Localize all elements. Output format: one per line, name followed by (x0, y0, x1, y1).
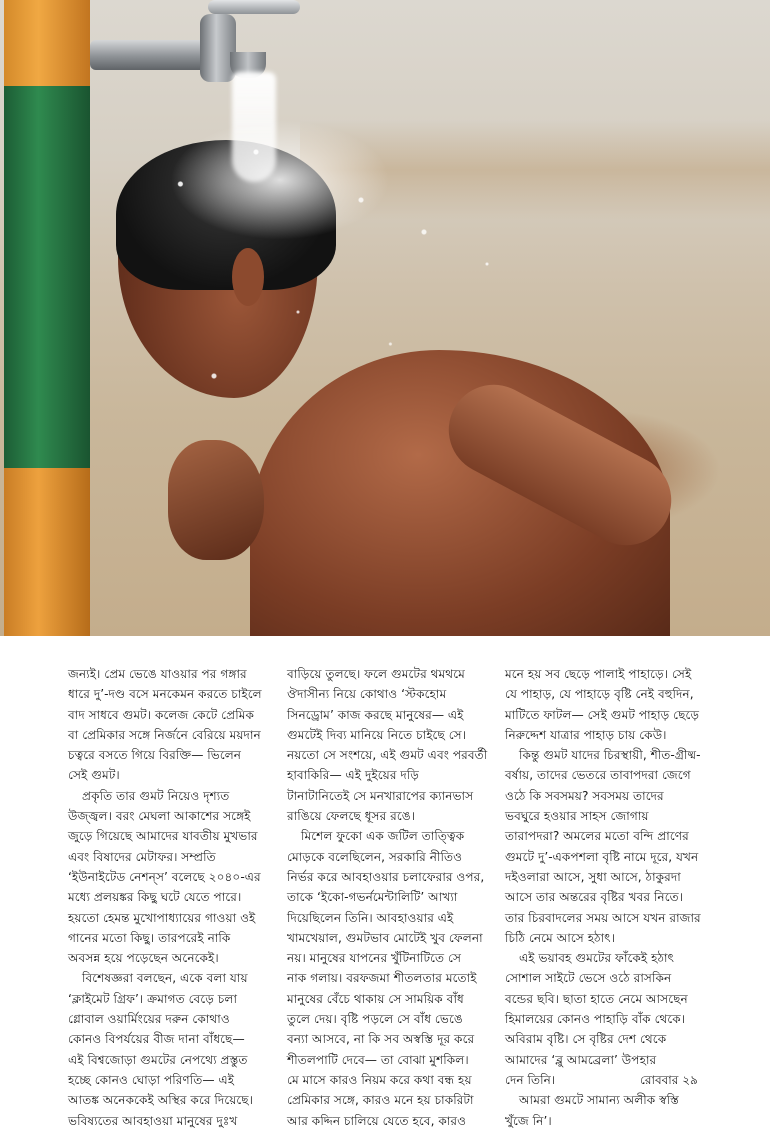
text-column-2 (287, 664, 487, 1131)
page-number-label: রোববার ২৯ (640, 1073, 698, 1087)
text-line: দইওলারা আসে, সুধা আসে, ঠাকুরদা (505, 869, 681, 884)
text-line: মানুষের বেঁচে থাকায় সে সাময়িক বাঁধ (287, 991, 464, 1006)
text-line: প্রেমিকার সঙ্গে, কারও মনে হয় চাকরিটা (287, 1093, 474, 1108)
text-line: বন্ডের ছবি। ছাতা হাতে নেমে আসছেন (505, 991, 688, 1006)
text-line: ভবিষ্যতের আবহাওয়া মানুষের দুঃখ (68, 1113, 238, 1128)
text-line: এই বিশ্বজোড়া গুমটের নেপথ্যে প্রস্তুত (68, 1052, 248, 1067)
text-line: নয়তো সে সংশয়ে, এই গুমট এবং পরবর্তী (287, 748, 488, 763)
text-line: সোশাল সাইটে ভেসে ওঠে রাসকিন (505, 971, 672, 986)
text-line: তারাপদরা? অমলের মতো বন্দি প্রাণের (505, 829, 689, 844)
text-column-3 (505, 664, 705, 1131)
text-line: তাকে ‘ইকো-গভর্নমেন্টালিটি’ আখ্যা (287, 890, 458, 905)
text-line: তুলে দেয়। বৃষ্টি পড়লে সে বাঁধ ভেঙে (287, 1012, 463, 1027)
text-line: রাঙিয়ে ফেলছে ধূসর রঙে। (287, 809, 416, 824)
tap-handle (208, 0, 300, 14)
text-line: মধ্যে প্রলয়ঙ্কর কিছু ঘটে যেতে পারে। (68, 890, 242, 905)
text-line: সিনড্রোম’ কাজ করছে মানুষের— এই (287, 707, 464, 722)
text-line: খামখেয়াল, গুমটভাব মোটেই খুব ফেলনা (287, 930, 483, 945)
text-line: ‘ক্লাইমেট গ্রিফ’। ক্রমাগত বেড়ে চলা (68, 991, 237, 1006)
text-line: গুমটে দু’-একপশলা বৃষ্টি নামে দূরে, যখন (505, 849, 699, 864)
text-line: হাবাকিরি— এই দুইয়ের দড়ি (287, 768, 419, 783)
text-line: গুমটেই দিব্য মানিয়ে নিতে চাইছে সে। (287, 727, 467, 742)
text-line: কোনও বিপর্যয়ের বীজ দানা বাঁধছে— (68, 1032, 245, 1047)
text-line: চত্বরে বসতে গিয়ে বিরক্তি— ভিলেন (68, 748, 242, 763)
text-line: মোড়কে বলেছিলেন, সরকারি নীতিও (287, 849, 463, 864)
text-line: মিশেল ফুকো এক জটিল তাত্ত্বিক (301, 829, 465, 844)
text-line: আর কদ্দিন চালিয়ে যেতে হবে, কারও (287, 1113, 467, 1128)
text-line: দিয়েছিলেন তিনি। আবহাওয়ার এই (287, 910, 454, 925)
text-line: যে পাহাড়, যে পাহাড়ে বৃষ্টি নেই বহুদিন, (505, 687, 694, 702)
text-column-1 (68, 664, 268, 1131)
text-line: মে মাসে কারও নিয়ম করে কথা বন্ধ হয় (287, 1072, 472, 1087)
text-line: আসে তার অন্তরের বৃষ্টির খবর নিতে। (505, 890, 684, 905)
water-tap (200, 14, 236, 82)
text-line: অবসন্ন হয়ে পড়েছেন অনেকেই। (68, 951, 219, 966)
text-line: ঔদাসীন্য নিয়ে কোথাও ‘স্টকহোম (287, 687, 447, 702)
text-line: বাদ সাধবে গুমট। কলেজ কেটে প্রেমিক (68, 707, 255, 722)
text-line: ‘ইউনাইটেড নেশন্‌স’ বলেছে ২০৪০-এর (68, 869, 261, 884)
text-line: মনে হয় সব ছেড়ে পালাই পাহাড়ে। সেই (505, 667, 692, 681)
text-line: নিরুদ্দেশ যাত্রার পাহাড় চায় কেউ। (505, 727, 667, 742)
text-line: নাক গলায়। বরফজমা শীতলতার মতোই (287, 971, 477, 986)
text-line: এবং বিষাদের মেটাফর। সম্প্রতি (68, 849, 216, 864)
text-line: দেন তিনি। (505, 1072, 556, 1087)
text-line: বন্যা আসবে, না কি সব অস্বস্তি দূর করে (287, 1032, 475, 1047)
text-line: গ্লোবাল ওয়ার্মিংয়ের দরুন কোথাও (68, 1012, 230, 1027)
text-line: কিন্তু গুমট যাদের চিরস্থায়ী, শীত-গ্রীষ্ম- (519, 748, 701, 763)
text-line: বিশেষজ্ঞরা বলছেন, একে বলা যায় (82, 971, 248, 986)
text-line: জন্যই। প্রেম ভেঙে যাওয়ার পর গঙ্গার (68, 667, 247, 681)
text-line: বর্ষায়, তাদের ভেতরে তাবাপদরা জেগে (505, 768, 691, 783)
water-droplets (130, 120, 550, 440)
text-line: ভবঘুরে হওয়ার সাহস জোগায় (505, 809, 649, 824)
text-line: বাড়িয়ে তুলছে। ফলে গুমটের থমথমে (287, 667, 465, 681)
text-line: গানের মতো কিছু। তারপরেই নাকি (68, 930, 231, 945)
text-line: প্রকৃতি তার গুমট নিয়েও দৃশ্যত (82, 788, 230, 803)
page-footer (640, 1072, 698, 1092)
text-line: খুঁজে নি’। (505, 1113, 552, 1128)
text-line: এই ভয়াবহ গুমটের ফাঁকেই হঠাৎ (519, 951, 675, 966)
text-line: ওঠে কি সবসময়? সবসময় তাদের (505, 788, 664, 803)
text-line: হয়তো হেমন্ত মুখোপাধ্যায়ের গাওয়া ওই (68, 910, 256, 925)
text-line: ধারে দু’-দণ্ড বসে মনকেমন করতে চাইলে (68, 687, 262, 702)
text-line: আমরা গুমটে সামান্য অলীক স্বস্তি (519, 1093, 679, 1108)
text-line: হচ্ছে কোনও ঘোড়া পরিণতি— এই (68, 1072, 235, 1087)
text-line: উজ্জ্বল। বরং মেঘলা আকাশের সঙ্গেই (68, 809, 251, 824)
text-line: জুড়ে গিয়েছে আমাদের যাবতীয় মুখভার (68, 829, 258, 844)
text-line: চিঠি নেমে আসে হঠাৎ। (505, 930, 616, 945)
text-line: হিমালয়ের কোনও পাহাড়ি বাঁক থেকে। (505, 1012, 686, 1027)
text-line: অবিরাম বৃষ্টি। সে বৃষ্টির দেশ থেকে (505, 1032, 667, 1047)
text-line: শীতলপাটি দেবে— তা বোঝা মুশকিল। (287, 1052, 469, 1067)
text-line: তার চিরবাদলের সময় আসে যখন রাজার (505, 910, 701, 925)
text-line: আতঙ্ক অনেককেই অস্থির করে দিয়েছে। (68, 1093, 254, 1108)
text-line: নয়। মানুষের যাপনের খুঁটিনাটিতে সে (287, 951, 462, 966)
text-line: টানাটানিতেই সে মনখারাপের ক্যানভাস (287, 788, 474, 803)
text-line: মাটিতে ফাটল— সেই গুমট পাহাড় ছেড়ে (505, 707, 700, 722)
text-line: সেই গুমট। (68, 768, 120, 783)
text-line: আমাদের ‘ব্লু আমব্রেলা’ উপহার (505, 1052, 657, 1067)
text-line: নির্ভর করে আবহাওয়ার চলাফেরার ওপর, (287, 869, 485, 884)
painted-pole (4, 0, 90, 636)
text-line: বা প্রেমিকার সঙ্গে নির্জনে বেরিয়ে ময়দান (68, 727, 261, 742)
